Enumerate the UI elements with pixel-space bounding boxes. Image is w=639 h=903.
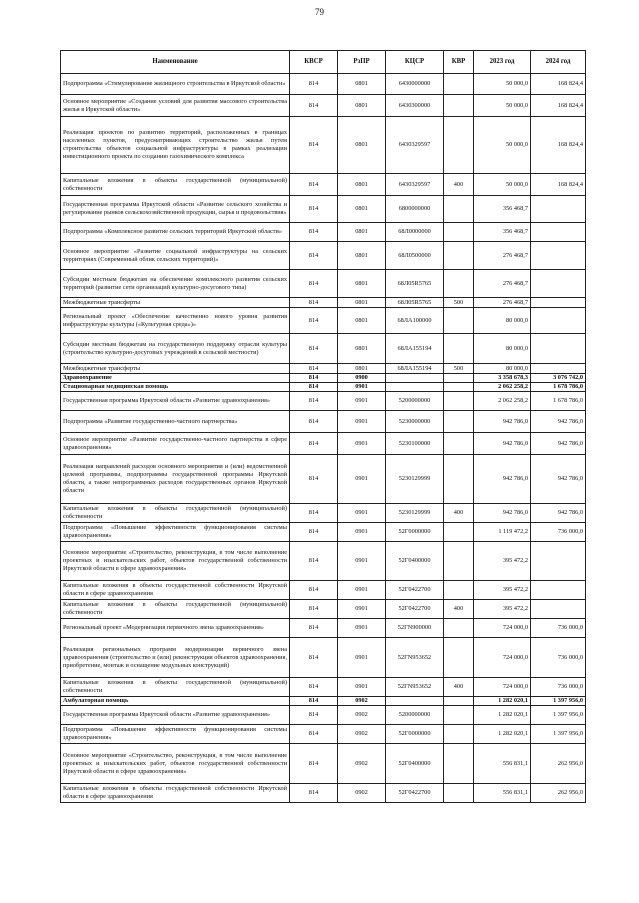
row-amount-2023-cell: 276 468,7: [474, 270, 531, 298]
row-kvr-cell: [444, 95, 474, 117]
row-kcsr-cell: 52Г0422700: [386, 784, 444, 803]
row-kvsr-cell: 814: [290, 74, 338, 95]
row-kvr-cell: [444, 433, 474, 455]
row-amount-2023-cell: 3 358 678,3: [474, 374, 531, 383]
row-name-cell: Капитальные вложения в объекты государственной (муниципальной) собственности: [61, 600, 290, 619]
row-kcsr-cell: [386, 697, 444, 706]
row-rzpr-cell: 0901: [338, 600, 386, 619]
row-kvr-cell: [444, 117, 474, 174]
page-number: 79: [315, 7, 324, 17]
row-amount-2023-cell: 50 000,0: [474, 95, 531, 117]
row-name-cell: Реализация направлений расходов основного мероприятия и (или) ведомственной целевой программы, подпрограммы государственной программы Иркутской области, а также непрограммных расходов государственных органов Иркутской области: [61, 455, 290, 504]
row-amount-2024-cell: 168 824,4: [531, 74, 586, 95]
row-kvr-cell: [444, 196, 474, 223]
table-row: [61, 542, 586, 581]
table-row: [61, 411, 586, 433]
row-name-cell: Подпрограмма «Развитие государственно-частного партнерства»: [61, 411, 290, 433]
row-kvr-cell: 400: [444, 600, 474, 619]
row-kvsr-cell: 814: [290, 600, 338, 619]
row-rzpr-cell: 0801: [338, 364, 386, 374]
table-row: [61, 523, 586, 542]
row-kvsr-cell: 814: [290, 725, 338, 744]
row-kvr-cell: [444, 619, 474, 638]
row-kvr-cell: [444, 383, 474, 392]
row-kvr-cell: 400: [444, 678, 474, 697]
row-rzpr-cell: 0901: [338, 678, 386, 697]
row-kcsr-cell: 52ГN953652: [386, 678, 444, 697]
row-kcsr-cell: [386, 374, 444, 383]
row-amount-2024-cell: 942 786,0: [531, 411, 586, 433]
row-amount-2024-cell: [531, 196, 586, 223]
row-name-cell: Государственная программа Иркутской области «Развитие сельского хозяйства и регулирование рынков сельскохозяйственной продукции, сырья и продовольствия»: [61, 196, 290, 223]
row-amount-2024-cell: 1 397 956,0: [531, 697, 586, 706]
row-kcsr-cell: 5230100000: [386, 433, 444, 455]
row-name-cell: Капитальные вложения в объекты государственной (муниципальной) собственности: [61, 504, 290, 523]
header-kcsr: КЦСР: [386, 51, 444, 74]
row-name-cell: Основное мероприятие «Развитие социальной инфраструктуры на сельских территориях (Современный облик сельских территорий)»: [61, 242, 290, 270]
row-amount-2023-cell: 1 282 020,1: [474, 725, 531, 744]
row-kvr-cell: 500: [444, 298, 474, 308]
row-rzpr-cell: 0902: [338, 697, 386, 706]
row-kvsr-cell: 814: [290, 706, 338, 725]
row-rzpr-cell: 0901: [338, 542, 386, 581]
row-rzpr-cell: 0901: [338, 581, 386, 600]
row-amount-2023-cell: 556 831,1: [474, 744, 531, 784]
row-name-cell: Субсидии местным бюджетам на обеспечение комплексного развития сельских территорий (развитие сети организаций культурно-досугового типа): [61, 270, 290, 298]
header-kvr: КВР: [444, 51, 474, 74]
row-amount-2023-cell: 50 000,0: [474, 174, 531, 196]
row-rzpr-cell: 0801: [338, 334, 386, 364]
row-kvr-cell: [444, 374, 474, 383]
table-row: [61, 364, 586, 374]
row-rzpr-cell: 0801: [338, 223, 386, 242]
table-row: [61, 638, 586, 678]
row-kvr-cell: [444, 334, 474, 364]
row-rzpr-cell: 0901: [338, 411, 386, 433]
row-amount-2024-cell: 168 824,4: [531, 95, 586, 117]
row-amount-2023-cell: 1 119 472,2: [474, 523, 531, 542]
row-kvr-cell: [444, 223, 474, 242]
row-kcsr-cell: 52Г0422700: [386, 600, 444, 619]
row-kvsr-cell: 814: [290, 334, 338, 364]
row-name-cell: Подпрограмма «Повышение эффективности функционирования системы здравоохранения»: [61, 725, 290, 744]
row-rzpr-cell: 0801: [338, 242, 386, 270]
row-amount-2023-cell: 1 282 020,1: [474, 706, 531, 725]
row-amount-2024-cell: [531, 270, 586, 298]
row-amount-2023-cell: 356 468,7: [474, 223, 531, 242]
row-kvsr-cell: 814: [290, 433, 338, 455]
row-name-cell: Подпрограмма «Повышение эффективности функционирования системы здравоохранения»: [61, 523, 290, 542]
row-rzpr-cell: 0900: [338, 374, 386, 383]
row-kvr-cell: [444, 706, 474, 725]
row-kvsr-cell: 814: [290, 95, 338, 117]
row-amount-2023-cell: 1 282 020,1: [474, 697, 531, 706]
row-amount-2024-cell: [531, 600, 586, 619]
row-amount-2023-cell: 356 468,7: [474, 196, 531, 223]
table-row: [61, 95, 586, 117]
table-row: [61, 725, 586, 744]
header-year-2023: 2023 год: [474, 51, 531, 74]
row-kvsr-cell: 814: [290, 678, 338, 697]
row-kcsr-cell: 52Г0422700: [386, 581, 444, 600]
row-kcsr-cell: 6430300000: [386, 95, 444, 117]
row-kcsr-cell: 68Л05R5765: [386, 298, 444, 308]
row-amount-2023-cell: 724 000,0: [474, 619, 531, 638]
header-name: Наименование: [61, 51, 290, 74]
row-name-cell: Реализация региональных программ модернизации первичного звена здравоохранения (строительство и (или) реконструкция объектов здравоохранения, приобретение, монтаж и оснащение модульных конструкций): [61, 638, 290, 678]
row-rzpr-cell: 0901: [338, 455, 386, 504]
table-row: [61, 600, 586, 619]
row-kvr-cell: [444, 308, 474, 334]
row-name-cell: Основное мероприятие «Строительство, реконструкция, в том числе выполнение проектных и изыскательских работ, объектов государственной собственности Иркутской области в сфере здравоохранения»: [61, 744, 290, 784]
row-name-cell: Основное мероприятие «Развитие государственно-частного партнерства в сфере здравоохранения»: [61, 433, 290, 455]
row-name-cell: Капитальные вложения в объекты государственной собственности Иркутской области в сфере здравоохранения: [61, 784, 290, 803]
row-name-cell: Подпрограмма «Комплексное развитие сельских территорий Иркутской области»: [61, 223, 290, 242]
table-row: [61, 374, 586, 383]
row-kvsr-cell: 814: [290, 455, 338, 504]
table-row: [61, 383, 586, 392]
table-body: [61, 74, 586, 803]
row-kvsr-cell: 814: [290, 270, 338, 298]
row-kvsr-cell: 814: [290, 242, 338, 270]
header-year-2024: 2024 год: [531, 51, 586, 74]
row-kvsr-cell: 814: [290, 744, 338, 784]
row-rzpr-cell: 0801: [338, 95, 386, 117]
table-row: [61, 74, 586, 95]
row-amount-2024-cell: 736 000,0: [531, 678, 586, 697]
row-name-cell: Межбюджетные трансферты: [61, 364, 290, 374]
row-kvr-cell: [444, 744, 474, 784]
row-name-cell: Здравоохранение: [61, 374, 290, 383]
table-row: [61, 270, 586, 298]
row-amount-2023-cell: 395 472,2: [474, 600, 531, 619]
row-amount-2024-cell: 942 786,0: [531, 433, 586, 455]
row-kvsr-cell: 814: [290, 117, 338, 174]
row-kvsr-cell: 814: [290, 581, 338, 600]
row-name-cell: Межбюджетные трансферты: [61, 298, 290, 308]
row-rzpr-cell: 0801: [338, 196, 386, 223]
row-kcsr-cell: 5230129999: [386, 455, 444, 504]
table-row: [61, 504, 586, 523]
row-amount-2023-cell: 50 000,0: [474, 117, 531, 174]
row-amount-2024-cell: [531, 364, 586, 374]
row-amount-2024-cell: [531, 542, 586, 581]
row-name-cell: Основное мероприятие «Создание условий для развития массового строительства жилья в Иркутской области»: [61, 95, 290, 117]
row-kvr-cell: [444, 455, 474, 504]
row-name-cell: Капитальные вложения в объекты государственной (муниципальной) собственности: [61, 678, 290, 697]
row-amount-2024-cell: 262 956,0: [531, 744, 586, 784]
row-rzpr-cell: 0901: [338, 638, 386, 678]
row-amount-2023-cell: 724 000,0: [474, 678, 531, 697]
row-amount-2023-cell: 276 468,7: [474, 298, 531, 308]
row-amount-2023-cell: 942 786,0: [474, 411, 531, 433]
row-kcsr-cell: 52ГN953652: [386, 638, 444, 678]
row-name-cell: Субсидии местным бюджетам на государственную поддержку отрасли культуры (строительство культурно-досуговых учреждений в сельской местности): [61, 334, 290, 364]
row-kvr-cell: [444, 242, 474, 270]
table-row: [61, 308, 586, 334]
table-row: [61, 706, 586, 725]
row-kvsr-cell: 814: [290, 196, 338, 223]
table-row: [61, 581, 586, 600]
row-amount-2023-cell: 942 786,0: [474, 455, 531, 504]
row-rzpr-cell: 0901: [338, 392, 386, 411]
row-kvsr-cell: 814: [290, 298, 338, 308]
table-row: [61, 117, 586, 174]
table-row: [61, 196, 586, 223]
table-row: [61, 744, 586, 784]
row-kvr-cell: [444, 74, 474, 95]
row-kcsr-cell: 52Г0400000: [386, 542, 444, 581]
row-amount-2024-cell: [531, 581, 586, 600]
budget-table: [60, 50, 586, 803]
row-kcsr-cell: 68ЛА155194: [386, 334, 444, 364]
row-amount-2024-cell: [531, 242, 586, 270]
row-kvsr-cell: 814: [290, 364, 338, 374]
row-kvr-cell: 400: [444, 174, 474, 196]
row-kvsr-cell: 814: [290, 638, 338, 678]
row-rzpr-cell: 0901: [338, 504, 386, 523]
row-amount-2024-cell: 942 786,0: [531, 504, 586, 523]
row-kvsr-cell: 814: [290, 374, 338, 383]
table-row: [61, 298, 586, 308]
row-kcsr-cell: 68Л0500000: [386, 242, 444, 270]
row-amount-2024-cell: [531, 308, 586, 334]
row-kvsr-cell: 814: [290, 784, 338, 803]
row-kvsr-cell: 814: [290, 174, 338, 196]
row-kcsr-cell: 68Л0000000: [386, 223, 444, 242]
row-amount-2023-cell: 942 786,0: [474, 504, 531, 523]
row-kvr-cell: [444, 725, 474, 744]
row-kcsr-cell: 52Г0400000: [386, 744, 444, 784]
row-amount-2024-cell: 1 397 956,0: [531, 725, 586, 744]
row-kcsr-cell: 5200000000: [386, 706, 444, 725]
row-kvr-cell: 400: [444, 504, 474, 523]
row-amount-2024-cell: 3 076 742,0: [531, 374, 586, 383]
row-kvsr-cell: 814: [290, 542, 338, 581]
row-amount-2023-cell: 942 786,0: [474, 433, 531, 455]
row-rzpr-cell: 0801: [338, 308, 386, 334]
row-name-cell: Подпрограмма «Стимулирование жилищного строительства в Иркутской области»: [61, 74, 290, 95]
row-amount-2023-cell: 2 062 258,2: [474, 392, 531, 411]
row-kvsr-cell: 814: [290, 619, 338, 638]
row-amount-2024-cell: 1 678 786,0: [531, 392, 586, 411]
row-name-cell: Капитальные вложения в объекты государственной (муниципальной) собственности: [61, 174, 290, 196]
row-amount-2023-cell: 80 000,0: [474, 308, 531, 334]
row-kcsr-cell: 5230129999: [386, 504, 444, 523]
row-name-cell: Основное мероприятие «Строительство, реконструкция, в том числе выполнение проектных и изыскательских работ, объектов государственной собственности Иркутской области в сфере здравоохранения»: [61, 542, 290, 581]
row-kcsr-cell: 68ЛА100000: [386, 308, 444, 334]
row-kvr-cell: [444, 638, 474, 678]
row-kvr-cell: [444, 784, 474, 803]
row-kvsr-cell: 814: [290, 383, 338, 392]
row-kcsr-cell: 6800000000: [386, 196, 444, 223]
row-rzpr-cell: 0902: [338, 784, 386, 803]
row-name-cell: Амбулаторная помощь: [61, 697, 290, 706]
row-amount-2023-cell: 80 000,0: [474, 334, 531, 364]
table-row: [61, 678, 586, 697]
row-amount-2024-cell: 262 956,0: [531, 784, 586, 803]
row-kcsr-cell: 6430329597: [386, 174, 444, 196]
row-amount-2024-cell: 1 678 786,0: [531, 383, 586, 392]
row-kcsr-cell: [386, 383, 444, 392]
row-rzpr-cell: 0901: [338, 619, 386, 638]
header-rzpr: РзПР: [338, 51, 386, 74]
table-row: [61, 174, 586, 196]
row-amount-2023-cell: 80 000,0: [474, 364, 531, 374]
row-rzpr-cell: 0902: [338, 744, 386, 784]
row-amount-2024-cell: [531, 298, 586, 308]
row-kvsr-cell: 814: [290, 411, 338, 433]
row-kvr-cell: [444, 542, 474, 581]
row-amount-2024-cell: [531, 223, 586, 242]
row-amount-2023-cell: 395 472,2: [474, 581, 531, 600]
row-kcsr-cell: 6430329597: [386, 117, 444, 174]
row-kcsr-cell: 52Г0000000: [386, 725, 444, 744]
table-row: [61, 242, 586, 270]
row-name-cell: Капитальные вложения в объекты государственной собственности Иркутской области в сфере здравоохранения: [61, 581, 290, 600]
row-name-cell: Региональный проект «Модернизация первичного звена здравоохранения»: [61, 619, 290, 638]
row-rzpr-cell: 0801: [338, 174, 386, 196]
row-name-cell: Государственная программа Иркутской области «Развитие здравоохранения»: [61, 392, 290, 411]
row-kcsr-cell: 68ЛА155194: [386, 364, 444, 374]
table-row: [61, 433, 586, 455]
row-kcsr-cell: 5200000000: [386, 392, 444, 411]
row-kcsr-cell: 68Л05R5765: [386, 270, 444, 298]
row-name-cell: Государственная программа Иркутской области «Развитие здравоохранения»: [61, 706, 290, 725]
table-row: [61, 455, 586, 504]
header-kvsr: КВСР: [290, 51, 338, 74]
table-row: [61, 697, 586, 706]
row-amount-2023-cell: 2 062 258,2: [474, 383, 531, 392]
row-rzpr-cell: 0902: [338, 725, 386, 744]
row-amount-2023-cell: 556 831,1: [474, 784, 531, 803]
row-amount-2024-cell: 168 824,4: [531, 174, 586, 196]
row-name-cell: Реализация проектов по развитию территорий, расположенных в границах населенных пунктов, предусматривающих строительство жилья путем строительства объектов социальной инфраструктуры в рамках реализации инвестиционного проекта по созданию газохимического комплекса: [61, 117, 290, 174]
row-kvr-cell: 500: [444, 364, 474, 374]
row-rzpr-cell: 0801: [338, 270, 386, 298]
row-amount-2024-cell: [531, 334, 586, 364]
row-name-cell: Стационарная медицинская помощь: [61, 383, 290, 392]
row-kcsr-cell: 52ГN900000: [386, 619, 444, 638]
row-amount-2023-cell: 50 000,0: [474, 74, 531, 95]
row-amount-2024-cell: 1 397 956,0: [531, 706, 586, 725]
row-kvr-cell: [444, 270, 474, 298]
row-amount-2023-cell: 276 468,7: [474, 242, 531, 270]
row-kvr-cell: [444, 411, 474, 433]
row-kvsr-cell: 814: [290, 392, 338, 411]
row-kcsr-cell: 6430000000: [386, 74, 444, 95]
row-amount-2024-cell: 736 000,0: [531, 619, 586, 638]
row-rzpr-cell: 0901: [338, 433, 386, 455]
table-header-row: [61, 51, 586, 74]
row-kvr-cell: [444, 392, 474, 411]
row-name-cell: Региональный проект «Обеспечение качественно нового уровня развития инфраструктуры культуры («Культурная среда»)»: [61, 308, 290, 334]
table-row: [61, 223, 586, 242]
row-rzpr-cell: 0901: [338, 383, 386, 392]
row-rzpr-cell: 0801: [338, 117, 386, 174]
row-kvsr-cell: 814: [290, 308, 338, 334]
table-row: [61, 392, 586, 411]
row-rzpr-cell: 0901: [338, 523, 386, 542]
row-kvr-cell: [444, 581, 474, 600]
row-amount-2024-cell: 942 786,0: [531, 455, 586, 504]
row-amount-2024-cell: 736 000,0: [531, 523, 586, 542]
row-kcsr-cell: 5230000000: [386, 411, 444, 433]
row-rzpr-cell: 0902: [338, 706, 386, 725]
row-amount-2023-cell: 724 000,0: [474, 638, 531, 678]
row-amount-2024-cell: 736 000,0: [531, 638, 586, 678]
row-kvsr-cell: 814: [290, 223, 338, 242]
row-kvsr-cell: 814: [290, 504, 338, 523]
row-rzpr-cell: 0801: [338, 298, 386, 308]
row-amount-2024-cell: 168 824,4: [531, 117, 586, 174]
table-row: [61, 334, 586, 364]
row-kcsr-cell: 52Г0000000: [386, 523, 444, 542]
row-kvr-cell: [444, 523, 474, 542]
row-rzpr-cell: 0801: [338, 74, 386, 95]
row-amount-2023-cell: 395 472,2: [474, 542, 531, 581]
row-kvsr-cell: 814: [290, 523, 338, 542]
row-kvsr-cell: 814: [290, 697, 338, 706]
table-row: [61, 784, 586, 803]
table-row: [61, 619, 586, 638]
row-kvr-cell: [444, 697, 474, 706]
